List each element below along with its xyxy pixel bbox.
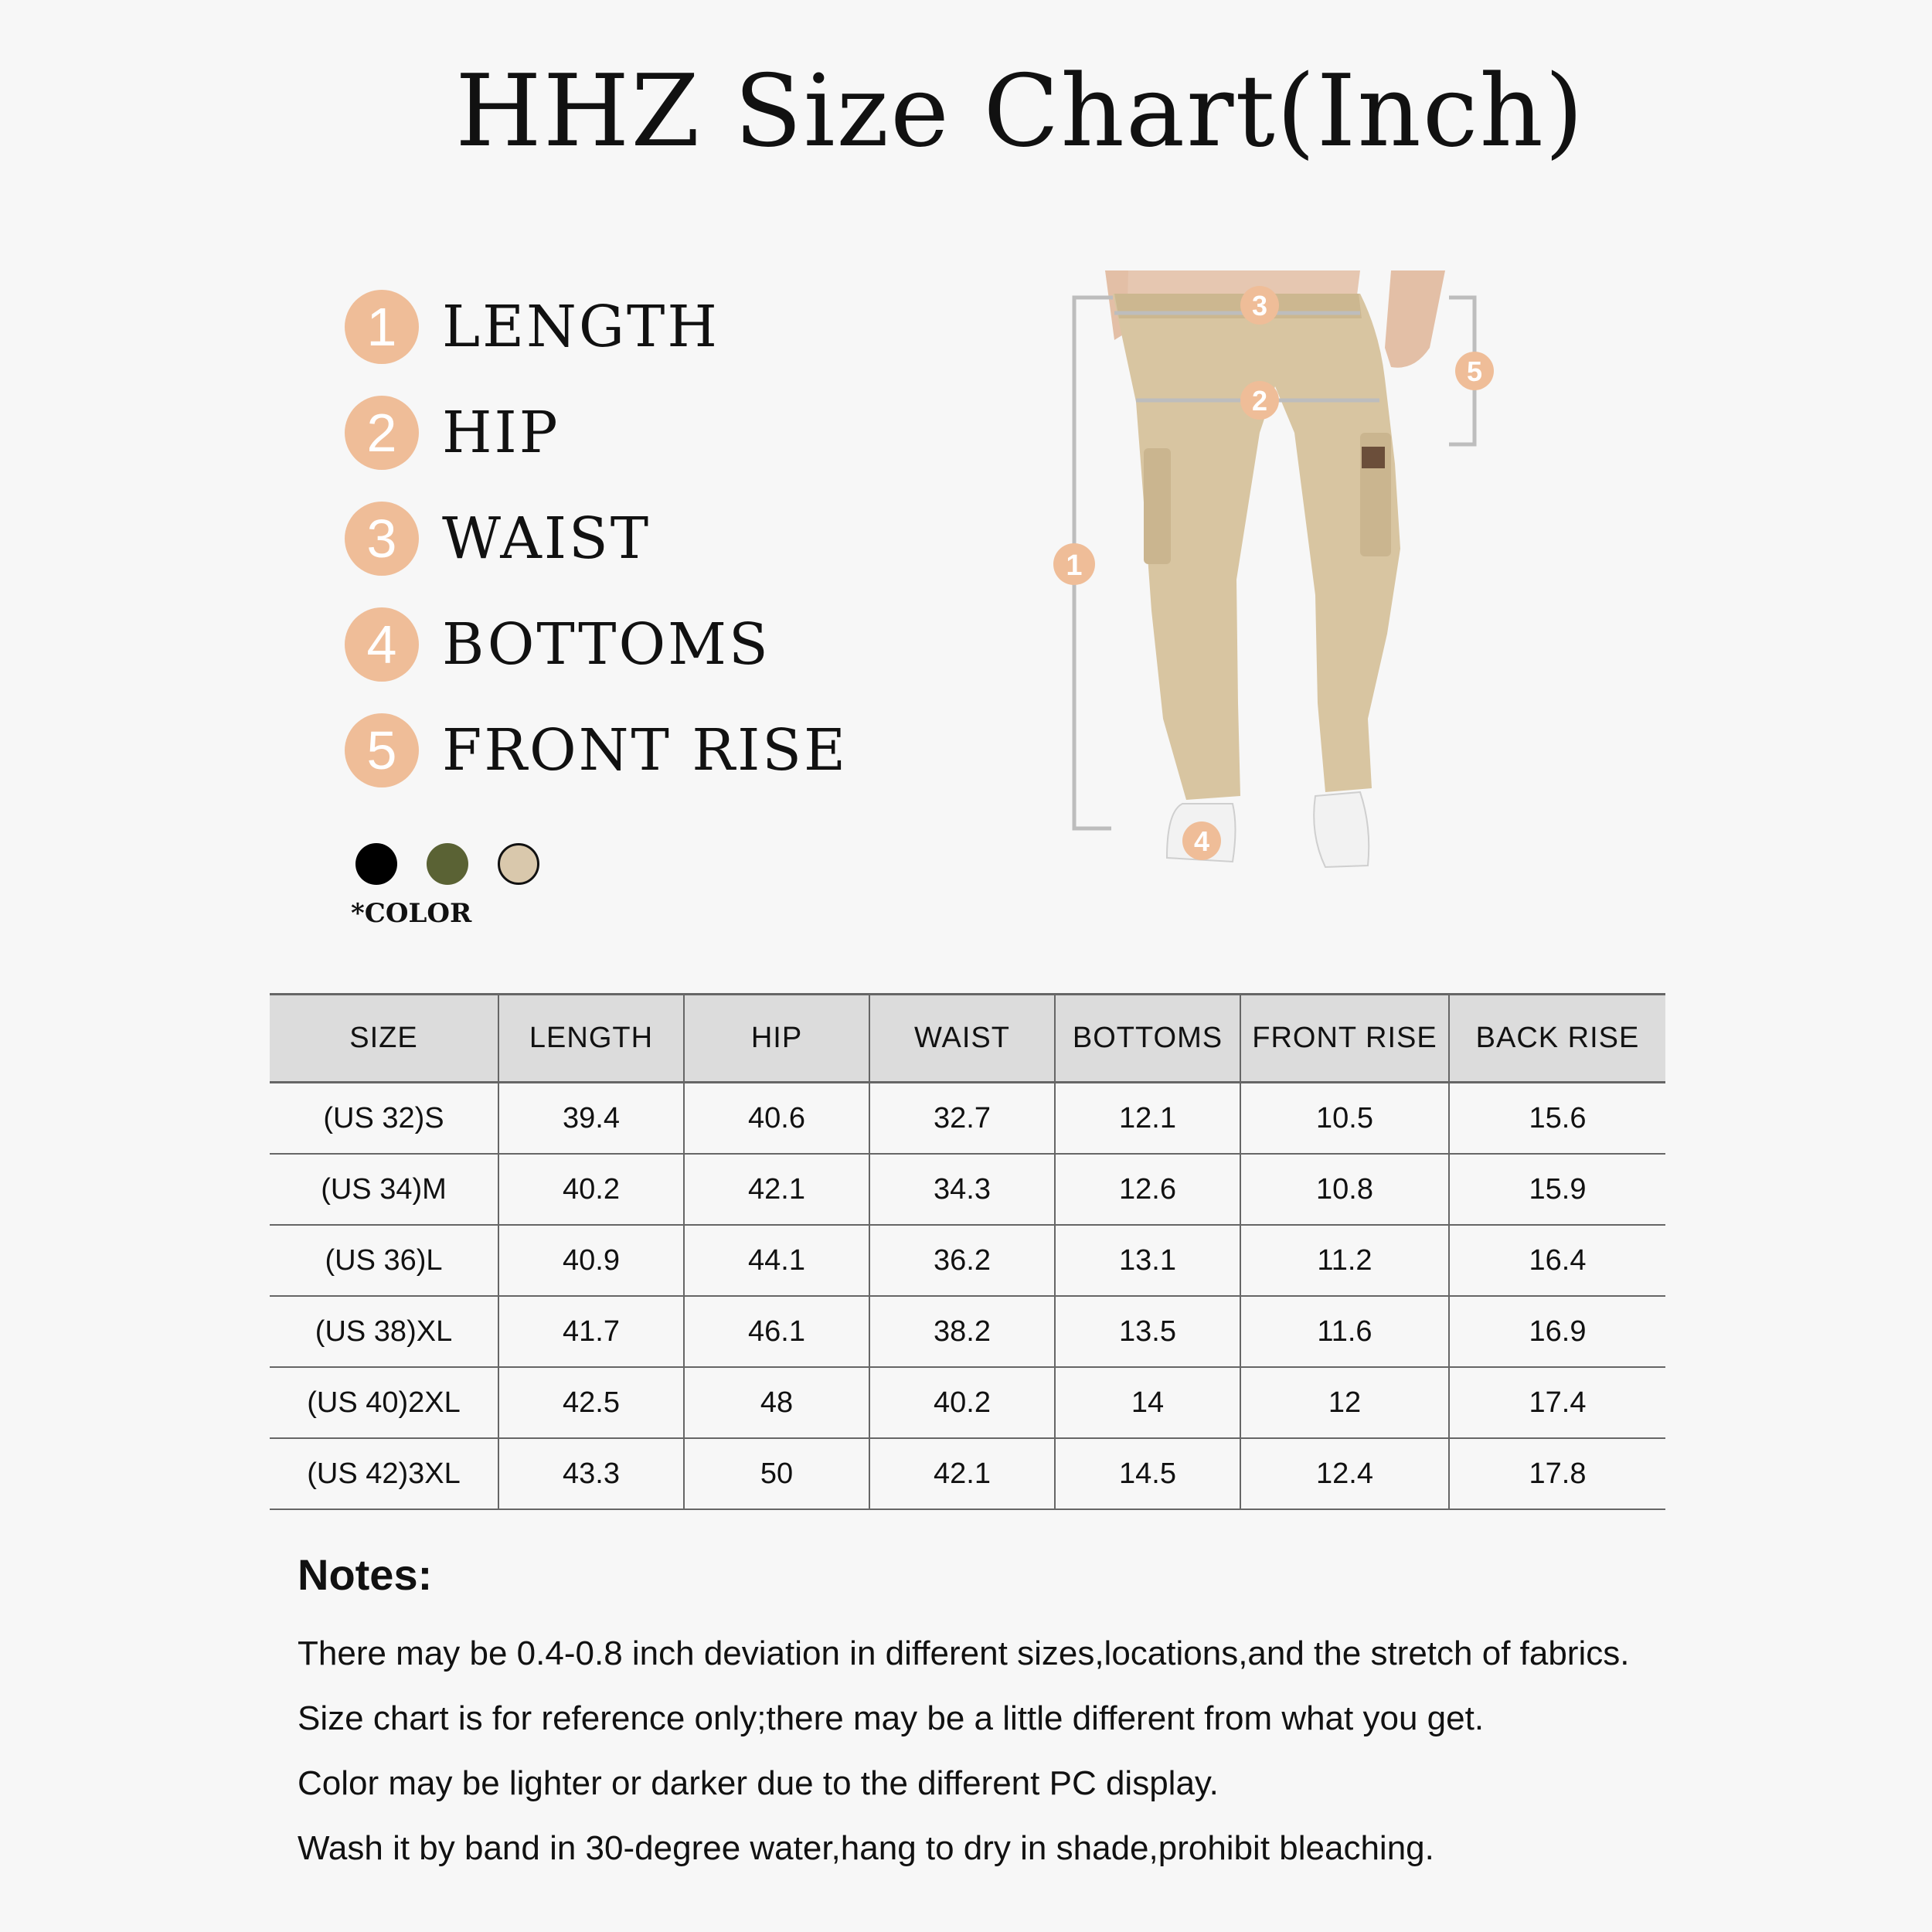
- color-swatch-black[interactable]: [355, 843, 397, 885]
- cell-front-rise: 12.4: [1240, 1438, 1449, 1509]
- table-row: [270, 1083, 1665, 1155]
- cell-back-rise: 17.4: [1449, 1367, 1665, 1438]
- legend-label: HIP: [442, 399, 560, 466]
- number-badge-3: 3: [345, 502, 419, 576]
- cell-bottoms: 13.5: [1055, 1296, 1240, 1367]
- cell-size: (US 32)S: [270, 1083, 498, 1155]
- cell-back-rise: 17.8: [1449, 1438, 1665, 1509]
- table-row: [270, 1296, 1665, 1367]
- marker-label: 3: [1251, 290, 1268, 321]
- table-row: [270, 1154, 1665, 1225]
- legend-label: WAIST: [442, 505, 651, 572]
- cell-front-rise: 12: [1240, 1367, 1449, 1438]
- cell-hip: 40.6: [684, 1083, 869, 1155]
- cell-front-rise: 11.6: [1240, 1296, 1449, 1367]
- number-badge-1: 1: [345, 290, 419, 364]
- cell-waist: 36.2: [869, 1225, 1055, 1296]
- cell-back-rise: 16.9: [1449, 1296, 1665, 1367]
- cell-size: (US 34)M: [270, 1154, 498, 1225]
- cell-back-rise: 15.9: [1449, 1154, 1665, 1225]
- table-row: [270, 1438, 1665, 1509]
- cell-length: 40.2: [498, 1154, 684, 1225]
- cell-hip: 48: [684, 1367, 869, 1438]
- measurement-legend: [345, 274, 848, 803]
- cell-length: 43.3: [498, 1438, 684, 1509]
- page-title: HHZ Size Chart(Inch): [455, 54, 1585, 169]
- number-badge-2: 2: [345, 396, 419, 470]
- cell-bottoms: 12.1: [1055, 1083, 1240, 1155]
- notes-section: [298, 1549, 1843, 1881]
- marker-label: 5: [1466, 355, 1483, 387]
- cell-waist: 42.1: [869, 1438, 1055, 1509]
- cell-length: 42.5: [498, 1367, 684, 1438]
- legend-label: BOTTOMS: [442, 611, 770, 678]
- pants-measurement-figure: [1028, 270, 1507, 912]
- cell-length: 39.4: [498, 1083, 684, 1155]
- note-line: Size chart is for reference only;there may be a little different from what you get.: [298, 1699, 1485, 1737]
- cell-bottoms: 12.6: [1055, 1154, 1240, 1225]
- column-header-waist: WAIST: [869, 995, 1055, 1083]
- color-swatches: [355, 843, 539, 885]
- cell-length: 41.7: [498, 1296, 684, 1367]
- cell-waist: 34.3: [869, 1154, 1055, 1225]
- cell-hip: 46.1: [684, 1296, 869, 1367]
- column-header-back-rise: BACK RISE: [1449, 995, 1665, 1083]
- column-header-bottoms: BOTTOMS: [1055, 995, 1240, 1083]
- column-header-length: LENGTH: [498, 995, 684, 1083]
- cell-front-rise: 11.2: [1240, 1225, 1449, 1296]
- table-header-row: [270, 995, 1665, 1083]
- note-line: Wash it by band in 30-degree water,hang to dry in shade,prohibit bleaching.: [298, 1829, 1434, 1867]
- shoe-right: [1314, 792, 1369, 867]
- cell-bottoms: 14: [1055, 1367, 1240, 1438]
- cargo-pocket-left: [1144, 448, 1171, 564]
- cell-front-rise: 10.8: [1240, 1154, 1449, 1225]
- column-header-hip: HIP: [684, 995, 869, 1083]
- cell-hip: 44.1: [684, 1225, 869, 1296]
- legend-item-waist: [345, 485, 848, 591]
- notes-title: Notes:: [298, 1550, 433, 1599]
- color-caption: *COLOR: [351, 898, 472, 929]
- note-line: Color may be lighter or darker due to the different PC display.: [298, 1764, 1219, 1802]
- hand-right: [1385, 270, 1445, 368]
- cell-size: (US 36)L: [270, 1225, 498, 1296]
- table-row: [270, 1367, 1665, 1438]
- brand-patch: [1362, 447, 1385, 468]
- column-header-size: SIZE: [270, 995, 498, 1083]
- legend-item-length: [345, 274, 848, 379]
- cargo-pants-illustration: [1028, 270, 1507, 912]
- cell-hip: 42.1: [684, 1154, 869, 1225]
- color-swatch-khaki[interactable]: [498, 843, 539, 885]
- cell-bottoms: 13.1: [1055, 1225, 1240, 1296]
- legend-item-front-rise: [345, 697, 848, 803]
- size-chart-table: [270, 993, 1665, 1510]
- legend-label: FRONT RISE: [442, 716, 849, 784]
- cell-size: (US 40)2XL: [270, 1367, 498, 1438]
- cell-back-rise: 15.6: [1449, 1083, 1665, 1155]
- cell-waist: 38.2: [869, 1296, 1055, 1367]
- cell-hip: 50: [684, 1438, 869, 1509]
- color-swatch-army-green[interactable]: [427, 843, 468, 885]
- marker-label: 2: [1251, 385, 1268, 417]
- cell-bottoms: 14.5: [1055, 1438, 1240, 1509]
- cell-waist: 40.2: [869, 1367, 1055, 1438]
- cell-waist: 32.7: [869, 1083, 1055, 1155]
- cell-size: (US 42)3XL: [270, 1438, 498, 1509]
- note-line: There may be 0.4-0.8 inch deviation in different sizes,locations,and the stretch of fabrics.: [298, 1634, 1630, 1672]
- cell-size: (US 38)XL: [270, 1296, 498, 1367]
- legend-item-bottoms: [345, 591, 848, 697]
- cell-back-rise: 16.4: [1449, 1225, 1665, 1296]
- cell-length: 40.9: [498, 1225, 684, 1296]
- marker-label: 1: [1066, 549, 1083, 582]
- table-row: [270, 1225, 1665, 1296]
- number-badge-5: 5: [345, 713, 419, 787]
- number-badge-4: 4: [345, 607, 419, 682]
- legend-label: LENGTH: [442, 293, 719, 360]
- marker-label: 4: [1193, 825, 1210, 857]
- legend-item-hip: [345, 379, 848, 485]
- column-header-front-rise: FRONT RISE: [1240, 995, 1449, 1083]
- cell-front-rise: 10.5: [1240, 1083, 1449, 1155]
